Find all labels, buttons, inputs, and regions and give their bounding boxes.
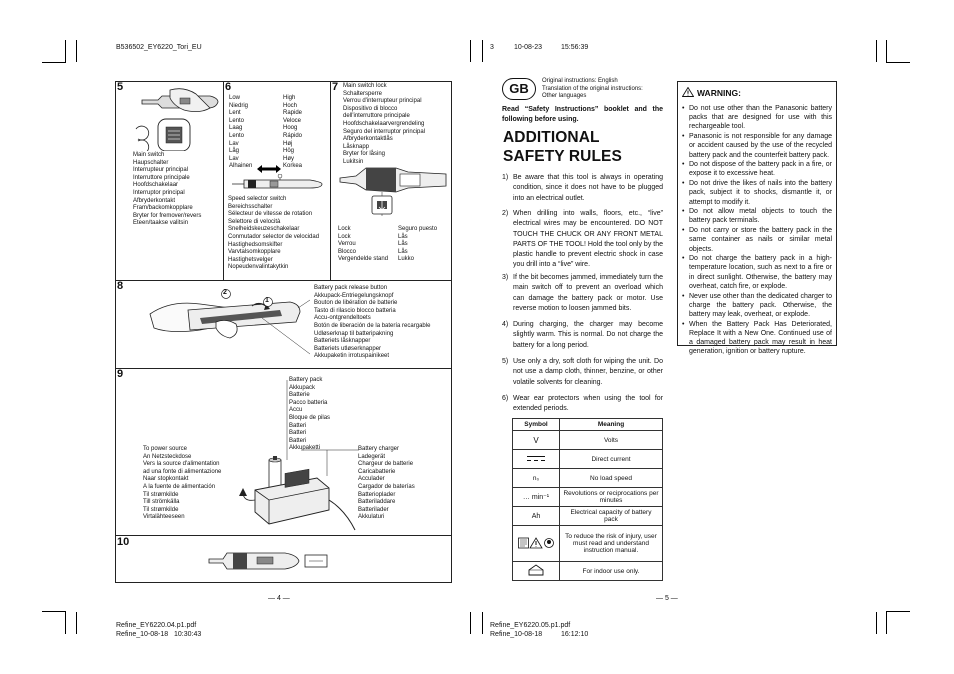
meaning-cell: Volts <box>560 431 663 450</box>
double-arrow-icon <box>257 165 281 173</box>
warning-item: • Do not carry or store the battery pack in the same container as nails or similar metal objects. <box>682 226 832 254</box>
footer-right-refine: Refine_10-08-18 <box>490 631 543 638</box>
footer-right-file: Refine_EY6220.05.p1.pdf <box>490 622 571 629</box>
footer-left-time: 10:30:43 <box>174 631 202 638</box>
rule-text <box>502 209 663 271</box>
lock-label: Lås <box>398 241 408 248</box>
page-number-left-value: 4 <box>276 595 281 602</box>
label: Bryter for låsing <box>343 151 386 158</box>
table-row <box>513 450 663 469</box>
label: Hastighetsvelger <box>228 256 273 263</box>
drill-side-illustration <box>230 174 325 194</box>
col-divider <box>330 81 331 280</box>
header-page: 3 <box>490 44 494 51</box>
rule-number: 2) <box>502 210 509 217</box>
meaning-cell: Direct current <box>560 450 663 469</box>
warning-title: WARNING: <box>697 88 741 98</box>
label: Interrupteur principal <box>133 167 189 174</box>
warning-box <box>677 81 837 356</box>
label: Accu <box>289 407 303 414</box>
panel-7-number: 7 <box>332 81 339 93</box>
label: Akkupaketin irrotuspainikeet <box>314 353 390 360</box>
crop-mark <box>886 611 910 612</box>
rule-text <box>502 273 663 314</box>
label: Afbryderkontakt <box>133 197 176 204</box>
lock-label: Seguro puesto <box>398 226 438 232</box>
label: Til strømkilde <box>143 491 179 498</box>
rule-text <box>502 173 663 204</box>
crop-mark <box>76 40 77 62</box>
lock-label: Lås <box>398 248 408 255</box>
label: Afbryderkontaktlås <box>343 136 393 143</box>
crop-mark <box>482 40 483 62</box>
label: ad una fonte di alimentazione <box>143 468 222 475</box>
original-instructions-line: Other languages <box>542 93 587 100</box>
crop-mark <box>65 612 66 634</box>
label: Batteriets utløserknapper <box>314 345 382 352</box>
read-manual-symbol-icon <box>513 526 560 562</box>
label: Main switch lock <box>343 83 387 89</box>
label: Batteriladdare <box>358 499 396 506</box>
label: Naar stopkontakt <box>143 476 189 483</box>
col-divider <box>223 81 224 280</box>
rule-number: 3) <box>502 274 509 281</box>
high-label: Veloce <box>283 117 302 124</box>
label: Låsknapp <box>343 143 370 150</box>
crop-mark <box>876 612 877 634</box>
rule-text <box>502 394 663 415</box>
lock-label: Verrou <box>338 241 356 248</box>
label: Main switch <box>133 152 165 158</box>
label: Dispositivo di blocco <box>343 105 398 112</box>
crop-mark <box>470 612 471 634</box>
label: Battery pack <box>289 377 323 383</box>
low-label: Lento <box>229 132 245 139</box>
low-label: Lav <box>229 140 239 147</box>
crop-mark <box>76 612 77 634</box>
row-divider <box>115 368 452 369</box>
symbol-cell: Ah <box>513 507 560 526</box>
high-label: Korkea <box>283 163 303 170</box>
rule-body: When drilling into walls, floors, etc., “live” electrical wires may be encountered. DO NOT TOUCH THE CHUCK OR ANY FRONT METAL PARTS OF THE TOOL! Hold the tool only by the plastic handle to prevent electric shock in case you drill into a “live” wire. <box>513 210 663 269</box>
label: Pacco batteria <box>289 399 328 406</box>
label: To power source <box>143 446 188 452</box>
drill-top-illustration <box>140 86 220 114</box>
high-label: Hög <box>283 148 295 155</box>
indoor-use-symbol-icon <box>513 562 560 581</box>
circle-label-2: 2 <box>223 289 227 296</box>
label: dell'interruttore principale <box>343 113 410 120</box>
power-source-labels <box>143 446 221 522</box>
low-label: Laag <box>229 125 243 132</box>
footer-left-refine: Refine_10-08-18 <box>116 631 169 638</box>
panel-6-number: 6 <box>225 81 232 93</box>
row-divider <box>115 535 452 536</box>
label: Akkulaturi <box>358 514 385 521</box>
rule-3 <box>502 273 663 314</box>
label: Batterilader <box>358 506 389 513</box>
label: Botón de liberación de la batería recargable <box>314 322 431 329</box>
label: Fram/backomkopplare <box>133 205 193 212</box>
label: Bouton de libération de batterie <box>314 300 398 307</box>
label: Verrou d'interrupteur principal <box>343 98 422 105</box>
rule-2 <box>502 209 663 271</box>
low-label: Alhainen <box>229 163 253 170</box>
crop-mark <box>876 40 877 62</box>
label: Varvtalsomkopplare <box>228 249 281 256</box>
meaning-cell: No load speed <box>560 469 663 488</box>
circle-label-1: 1 <box>265 297 269 304</box>
panel-6-high-column <box>283 95 302 171</box>
drill-bit-illustration <box>205 547 330 579</box>
crop-mark <box>42 62 66 63</box>
warning-item: • When the Battery Pack Has Deteriorated, Replace It with a New One. Continued use of a damaged battery pack may result in heat generation, ignition or battery rupture. <box>682 320 832 357</box>
label: Sélecteur de vitesse de rotation <box>228 211 313 218</box>
row-divider <box>115 280 452 281</box>
meaning-cell: For indoor use only. <box>560 562 663 581</box>
crop-mark <box>470 40 471 62</box>
low-label: Low <box>229 95 241 101</box>
label: Hastighedsomskifter <box>228 241 283 248</box>
meaning-cell: To reduce the risk of injury, user must read and understand instruction manual. <box>560 526 663 562</box>
panel-8-number: 8 <box>117 280 124 292</box>
label: Schaltersperre <box>343 90 383 97</box>
panel-10-number: 10 <box>117 536 130 548</box>
label: Snelheidskeuzeschakelaar <box>228 226 300 233</box>
label: A la fuente de alimentación <box>143 483 216 490</box>
lock-label: Lås <box>398 233 408 240</box>
warning-item: • Do not allow metal objects to touch the battery pack terminals. <box>682 207 832 225</box>
low-label: Lento <box>229 117 245 124</box>
label: Selettore di velocità <box>228 218 281 225</box>
label: Bereichsschalter <box>228 203 273 210</box>
lock-label: Lock <box>338 233 351 240</box>
page-number-left: — 4 — <box>268 595 290 602</box>
lock-label: Lock <box>338 226 351 232</box>
label: Till strömkälla <box>143 499 180 506</box>
label: Ladegerät <box>358 453 386 460</box>
page-number-right: — 5 — <box>656 595 678 602</box>
direct-current-symbol-icon <box>513 450 560 469</box>
label: Batterie <box>289 392 310 399</box>
high-label: Rápido <box>283 132 303 139</box>
label: Akkupaketti <box>289 445 321 452</box>
rule-text <box>502 357 663 388</box>
warning-item: • Do not charge the battery pack in a high-temperature location, such as next to a fire or in direct sunlight. Otherwise, the battery may overheat, catch fire, or explode. <box>682 254 832 291</box>
lock-label: Lukko <box>398 256 415 263</box>
label: Hoofdschakelaarvergrendeling <box>343 120 425 127</box>
label: Vers la source d'alimentation <box>143 461 220 468</box>
high-label: Hoog <box>283 125 298 132</box>
rule-number: 6) <box>502 395 509 402</box>
label: Acculader <box>358 476 385 483</box>
label: Bryter for fremover/revers <box>133 212 202 219</box>
label: Batteri <box>289 430 307 437</box>
label: Eteen/taakse valitsin <box>133 220 189 227</box>
footer-right-time: 16:12:10 <box>561 631 589 638</box>
warning-item: • Do not drive the likes of nails into the battery pack, subject it to shocks, dismantle it, or attempt to modify it. <box>682 179 832 207</box>
rule-body: During charging, the charger may become slightly warm. This is normal. Do not charge the battery for a long period. <box>513 321 663 349</box>
label: Batterioplader <box>358 491 396 498</box>
table-row <box>513 562 663 581</box>
original-instructions-line: Original instructions: English <box>542 78 618 84</box>
label: Chargeur de batterie <box>358 461 414 468</box>
rule-body: Be aware that this tool is always in operating condition, since it does not have to be plugged into an electrical outlet. <box>513 174 663 202</box>
warning-item: • Do not use other than the Panasonic battery packs that are designed for use with this rechargeable tool. <box>682 104 832 132</box>
label: Udløserknap til batteripakning <box>314 330 394 337</box>
label: Virtalähteeseen <box>143 514 185 521</box>
label: Akkupack-Entriegelungsknopf <box>314 292 394 299</box>
header-time: 15:56:39 <box>561 44 589 51</box>
rule-6 <box>502 394 663 415</box>
label: Interruptor principal <box>133 189 185 196</box>
label: Til strømkilde <box>143 506 179 513</box>
label: Bloque de pilas <box>289 414 331 421</box>
warning-triangle-icon <box>682 84 694 102</box>
label: Batteri <box>289 422 307 429</box>
low-label: Niedrig <box>229 102 249 109</box>
rule-4 <box>502 320 663 351</box>
charger-labels <box>358 446 415 522</box>
page-title-line-2: SAFETY RULES <box>503 148 622 165</box>
rule-body: Wear ear protectors when using the tool for extended periods. <box>513 395 663 413</box>
panel-6-labels <box>228 196 319 272</box>
table-row <box>513 469 663 488</box>
crop-mark <box>482 612 483 634</box>
high-label: Høy <box>283 155 294 162</box>
page-number-right-value: 5 <box>664 595 669 602</box>
rule-1 <box>502 173 663 204</box>
symbol-cell: n₀ <box>513 469 560 488</box>
high-label: Rapide <box>283 110 303 117</box>
table-header: Symbol <box>513 419 560 431</box>
warning-item: • Never use other than the dedicated charger to charge the battery pack. Otherwise, the battery may leak, overheat, or explode. <box>682 292 832 320</box>
crop-mark <box>886 612 887 634</box>
switch-detail-illustration <box>130 117 220 151</box>
header-date: 10-08-23 <box>514 44 543 51</box>
table-header: Meaning <box>560 419 663 431</box>
crop-mark <box>65 40 66 62</box>
symbol-cell: V <box>513 431 560 450</box>
panel-5-labels <box>133 152 201 228</box>
warning-item: • Do not dispose of the battery pack in a fire, or expose it to excessive heat. <box>682 160 832 178</box>
read-note: Read “Safety Instructions” booklet and the following before using. <box>502 106 663 124</box>
warning-header <box>682 84 832 102</box>
footer-left-file: Refine_EY6220.04.p1.pdf <box>116 622 197 629</box>
table-header-row <box>513 419 663 431</box>
crop-mark <box>886 62 910 63</box>
header-filename: B536502_EY6220_Tori_EU <box>116 44 202 51</box>
charger-illustration <box>225 380 360 532</box>
rule-text <box>502 320 663 351</box>
label: Conmutador selector de velocidad <box>228 233 320 240</box>
rule-5 <box>502 357 663 388</box>
panel-6-low-column <box>229 95 252 171</box>
panel-7-lock-column-2 <box>398 226 437 264</box>
low-label: Lav <box>229 155 239 162</box>
label: Batteriets låsknapper <box>314 338 371 345</box>
panel-7-lock-column <box>338 226 388 264</box>
label: Accu-ontgrendeltoets <box>314 315 371 322</box>
table-row <box>513 507 663 526</box>
label: Akkupack <box>289 384 316 391</box>
meaning-cell: Revolutions or reciprocations per minutes <box>560 488 663 507</box>
high-label: Hoch <box>283 102 298 109</box>
label: Hoofdschakelaar <box>133 182 179 189</box>
rule-body: Use only a dry, soft cloth for wiping the unit. Do not use a damp cloth, thinner, benzine, or other volatile solvents for cleaning. <box>513 358 663 386</box>
symbol-table <box>512 418 663 581</box>
low-label: Lent <box>229 110 241 117</box>
rule-number: 4) <box>502 321 509 328</box>
meaning-cell: Electrical capacity of battery pack <box>560 507 663 526</box>
label: Lukitsin <box>343 158 364 165</box>
label: Haupschalter <box>133 159 169 166</box>
original-instructions-line: Translation of the original instructions: <box>542 85 643 92</box>
label: Nopeudenvalintakytkin <box>228 264 289 271</box>
lock-label: Vergendelde stand <box>338 256 389 263</box>
label: Speed selector switch <box>228 196 287 202</box>
table-row <box>513 526 663 562</box>
label: An Netzsteckdose <box>143 453 192 460</box>
label: Battery charger <box>358 446 400 452</box>
crop-mark <box>886 40 887 62</box>
rule-number: 1) <box>502 174 509 181</box>
warning-item: • Panasonic is not responsible for any damage or accident caused by the use of the recycled battery pack and the counterfeit battery pack. <box>682 132 832 160</box>
high-label: High <box>283 95 296 101</box>
panel-5-number: 5 <box>117 81 124 93</box>
label: Batteri <box>289 437 307 444</box>
gb-language-badge: GB <box>502 78 536 100</box>
label: Caricabatterie <box>358 468 396 475</box>
symbol-cell: … min⁻¹ <box>513 488 560 507</box>
low-label: Låg <box>229 148 240 155</box>
rule-body: If the bit becomes jammed, immediately turn the main switch off to prevent an overload which can damage the battery pack or motor. Use reverse motion to loosen jammed bits. <box>513 274 663 312</box>
panel-9-number: 9 <box>117 368 124 380</box>
label: Cargador de baterías <box>358 483 415 490</box>
switch-lock-illustration <box>336 166 448 224</box>
original-instructions <box>542 78 643 101</box>
panel-8-labels <box>314 285 430 361</box>
label: Tasto di rilascio blocco batteria <box>314 307 396 314</box>
table-row <box>513 488 663 507</box>
label: Interruttore principale <box>133 174 190 181</box>
high-label: Høj <box>283 140 293 147</box>
label: Battery pack release button <box>314 285 388 291</box>
page-title-line-1: ADDITIONAL <box>503 129 600 146</box>
label: Seguro del interruptor principal <box>343 128 426 135</box>
crop-mark <box>42 611 66 612</box>
table-row <box>513 431 663 450</box>
rule-number: 5) <box>502 358 509 365</box>
lock-label: Blocco <box>338 248 357 255</box>
panel-7-labels <box>343 83 425 167</box>
battery-release-illustration <box>140 284 310 364</box>
